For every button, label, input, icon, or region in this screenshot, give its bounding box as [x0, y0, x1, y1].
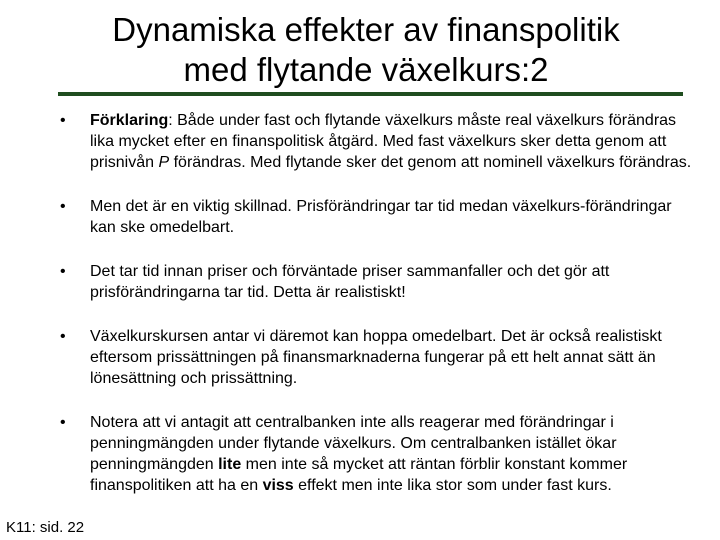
bullet-italic-symbol: P [158, 154, 170, 171]
bullet-marker: • [60, 414, 66, 431]
bullet-item [58, 412, 698, 496]
bullet-bold-word: viss [262, 477, 294, 494]
bullet-text: effekt men inte lika stor som under fast kurs. [293, 477, 612, 494]
bullet-text: : Både under fast och flytande växelkurs måste real växelkurs förändras lika mycket efter en finanspolitisk åtgärd. Med fast växelkurs sker detta genom att prisnivån [90, 112, 677, 171]
bullet-text: men inte så mycket att räntan förblir konstant kommer finanspolitiken att ha en [90, 456, 628, 494]
title-line-1: Dynamiska effekter av finanspolitik [112, 11, 620, 48]
title-divider [58, 92, 683, 96]
page-reference: K11: sid. 22 [6, 519, 85, 536]
bullet-text: Notera att vi antagit att centralbanken inte alls reagerar med förändringar i penningmängden under flytande växelkurs. Om centralbanken istället ökar penningmängden [90, 414, 617, 473]
bullet-text: Men det är en viktig skillnad. Prisförändringar tar tid medan växelkurs-förändringar kan ske omedelbart. [90, 198, 672, 236]
bullet-text: Det tar tid innan priser och förväntade priser sammanfaller och det gör att prisförändringarna tar tid. Detta är realistiskt! [90, 263, 610, 301]
bullet-marker: • [60, 198, 66, 215]
bullet-marker: • [60, 328, 66, 345]
bullet-marker: • [60, 112, 66, 129]
title-line-2: med flytande växelkurs:2 [183, 51, 549, 88]
bullet-bold-lead: Förklaring [90, 112, 169, 129]
bullet-bold-word: lite [218, 456, 242, 473]
bullet-list [58, 110, 698, 519]
slide-title [40, 10, 692, 90]
bullet-text: Växelkurskursen antar vi däremot kan hoppa omedelbart. Det är också realistiskt eftersom prissättningen på finansmarknaderna fungerar på ett helt annat sätt än lönesättning och prissättning. [90, 328, 662, 387]
bullet-marker: • [60, 263, 66, 280]
bullet-item [58, 326, 698, 389]
bullet-item [58, 261, 698, 303]
bullet-item [58, 110, 698, 173]
bullet-text-after: förändras. Med flytande sker det genom att nominell växelkurs förändras. [169, 154, 692, 171]
bullet-item [58, 196, 698, 238]
